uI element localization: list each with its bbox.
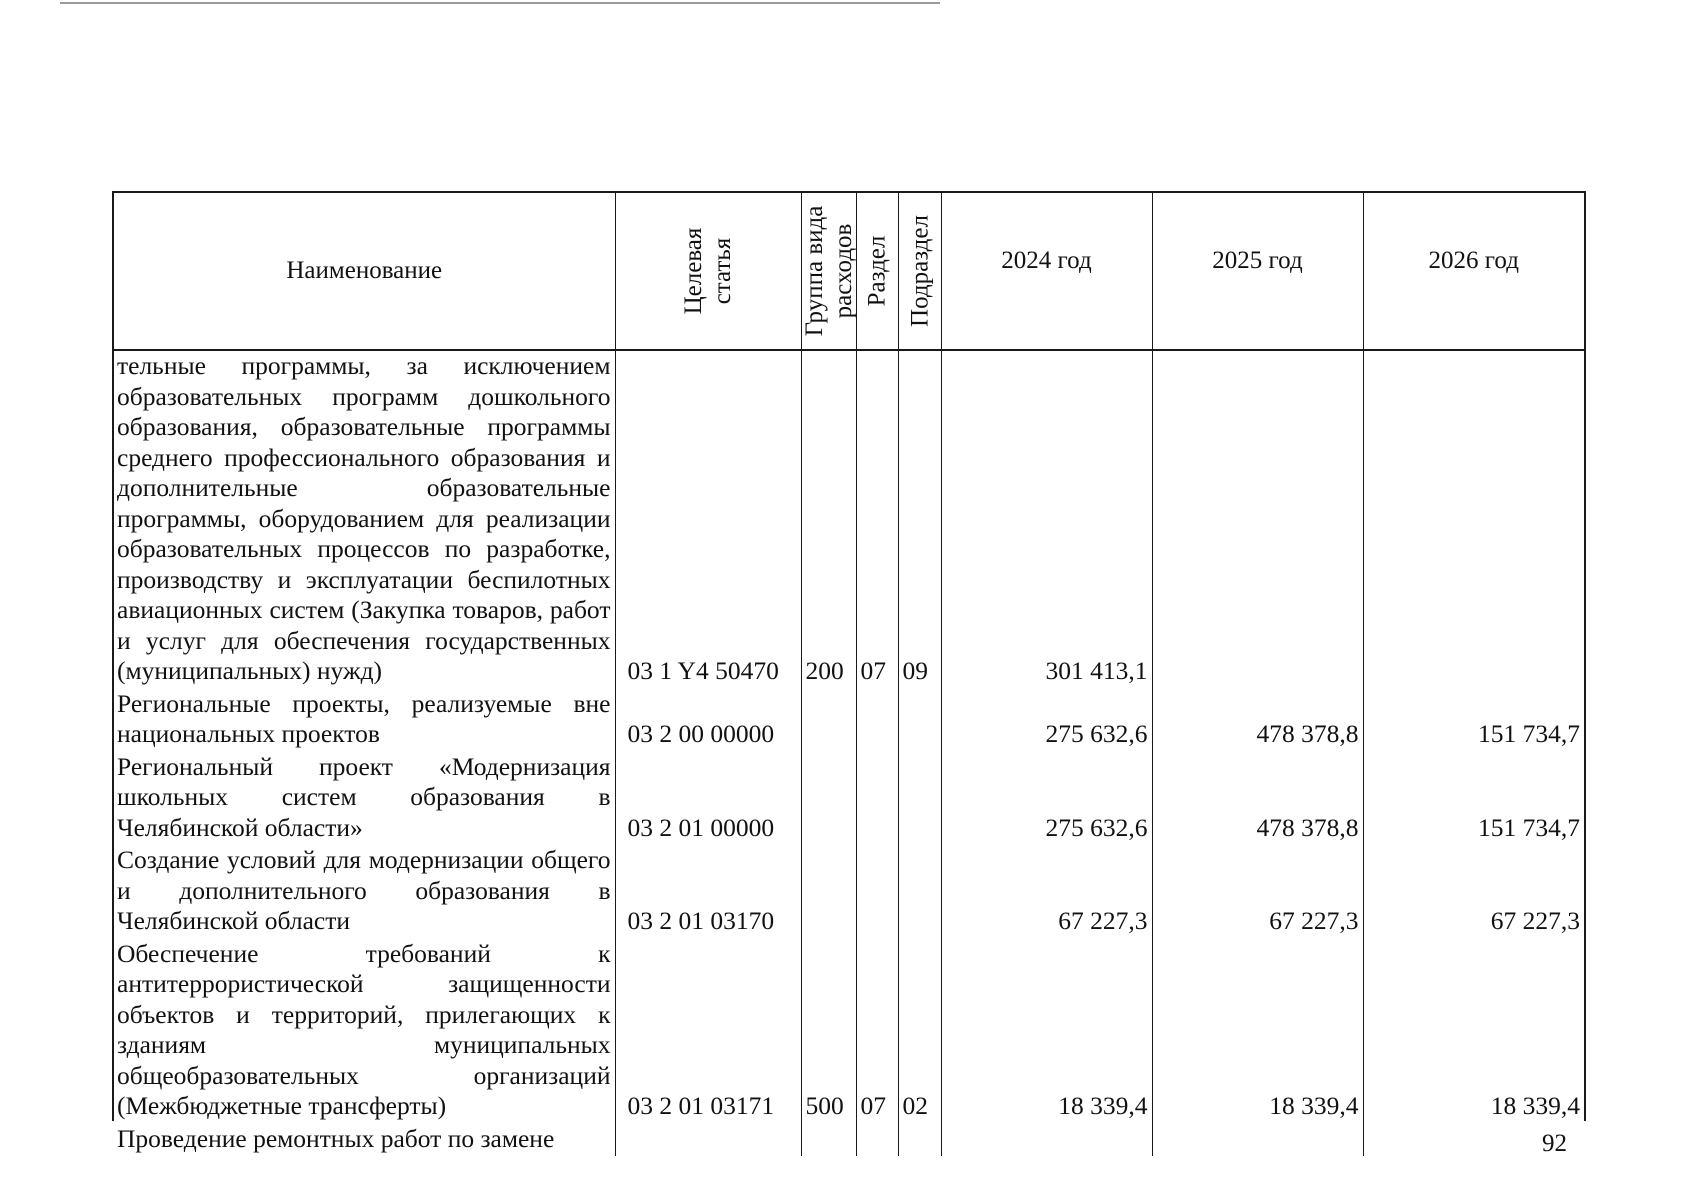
header-expense-group-line-2: расходов (829, 223, 857, 319)
row-expense-group (801, 752, 856, 846)
header-target-article (615, 193, 801, 350)
row-2024: 18 339,4 (941, 939, 1152, 1124)
row-2026 (1363, 350, 1584, 689)
header-year-2026-label: 2026 год (1428, 247, 1519, 274)
header-expense-group (801, 193, 856, 350)
header-section (856, 193, 898, 350)
page-number: 92 (1542, 1130, 1567, 1157)
row-target-article: 03 1 Y4 50470 (615, 350, 801, 689)
row-2025: 67 227,3 (1152, 845, 1363, 939)
top-rule (60, 2, 940, 4)
row-2025: 478 378,8 (1152, 689, 1363, 752)
header-subsection-label: Подраздел (906, 215, 933, 327)
row-section: 07 (856, 350, 898, 689)
row-2024 (941, 1124, 1152, 1157)
header-target-article-line-1: Целевая (680, 227, 707, 315)
table-row (114, 689, 1584, 752)
row-expense-group (801, 1124, 856, 1157)
header-target-article-label (679, 228, 737, 315)
row-section: 07 (856, 939, 898, 1124)
header-target-article-line-2: статья (709, 237, 736, 305)
row-subsection: 02 (898, 939, 941, 1124)
header-name (114, 193, 615, 350)
row-2024: 275 632,6 (941, 752, 1152, 846)
row-name: Региональный проект «Модернизация школьных систем образования в Челябинской области» (114, 752, 615, 846)
row-subsection (898, 752, 941, 846)
header-year-2024 (941, 193, 1152, 350)
row-name: Региональные проекты, реализуемые вне национальных проектов (114, 689, 615, 752)
row-subsection: 09 (898, 350, 941, 689)
row-2025 (1152, 1124, 1363, 1157)
table-row (114, 939, 1584, 1124)
row-subsection (898, 845, 941, 939)
row-2025: 478 378,8 (1152, 752, 1363, 846)
row-section (856, 752, 898, 846)
row-expense-group (801, 689, 856, 752)
row-name: Создание условий для модернизации общего и дополнительного образования в Челябинской области (114, 845, 615, 939)
header-expense-group-label (800, 206, 858, 337)
table-body (114, 350, 1584, 1156)
row-2026: 67 227,3 (1490, 906, 1580, 935)
budget-table (114, 193, 1584, 1156)
row-target-article: 03 2 01 03171 (615, 939, 801, 1124)
row-target-article (615, 1124, 801, 1157)
header-year-2025 (1152, 193, 1363, 350)
table-row (114, 1124, 1584, 1157)
header-name-label: Наименование (286, 257, 443, 284)
row-expense-group: 200 (801, 350, 856, 689)
header-subsection (898, 193, 941, 350)
header-year-2024-label: 2024 год (1001, 247, 1092, 274)
header-year-2026 (1363, 193, 1584, 350)
row-2024: 67 227,3 (941, 845, 1152, 939)
row-subsection (898, 1124, 941, 1157)
row-expense-group (801, 845, 856, 939)
header-year-2025-label: 2025 год (1212, 247, 1303, 274)
table-row (114, 350, 1584, 689)
row-name: Обеспечение требований к антитеррористической защищенности объектов и территорий, прилегающих к зданиям муниципальных общеобразовательных организаций (Межбюджетные трансферты) (114, 939, 615, 1124)
row-section (856, 689, 898, 752)
row-name: тельные программы, за исключением образовательных программ дошкольного образования, образовательные программы среднего профессионального образования и дополнительные образовательные программы, оборудованием для реализации образовательных процессов по разработке, производству и эксплуатации беспилотных авиационных систем (Закупка товаров, работ и услуг для обеспечения государственных (муниципальных) нужд) (114, 350, 615, 689)
row-section (856, 845, 898, 939)
row-section (856, 1124, 898, 1157)
row-2025: 18 339,4 (1152, 939, 1363, 1124)
row-2024: 275 632,6 (941, 689, 1152, 752)
table-row (114, 845, 1584, 939)
row-2026: 151 734,7 (1478, 812, 1580, 842)
row-2026: 151 734,7 (1478, 719, 1580, 748)
header-expense-group-line-1: Группа вида (800, 205, 828, 337)
row-2024: 301 413,1 (941, 350, 1152, 689)
row-2026: 18 339,4 (1490, 1091, 1580, 1120)
table-row (114, 752, 1584, 846)
row-target-article: 03 2 01 03170 (615, 845, 801, 939)
header-section-label: Раздел (863, 235, 891, 307)
row-target-article: 03 2 00 00000 (615, 689, 801, 752)
row-expense-group: 500 (801, 939, 856, 1124)
row-name: Проведение ремонтных работ по замене (114, 1124, 615, 1157)
row-subsection (898, 689, 941, 752)
row-target-article: 03 2 01 00000 (615, 752, 801, 846)
table-header (114, 193, 1584, 350)
row-2025 (1152, 350, 1363, 689)
header-row (114, 193, 1584, 350)
